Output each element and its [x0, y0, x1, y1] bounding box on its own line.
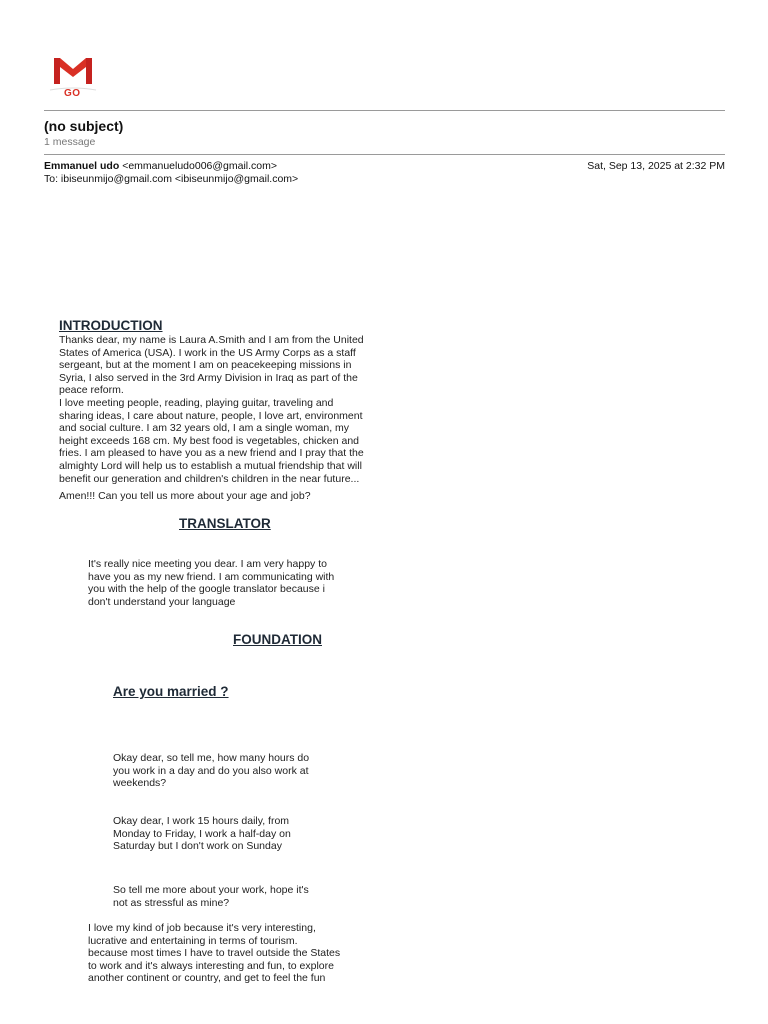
- email-subject: (no subject): [44, 118, 124, 134]
- hours-answer: Okay dear, I work 15 hours daily, from Monday to Friday, I work a half-day on Saturday but I don't work on Sunday: [113, 815, 291, 853]
- sent-date: Sat, Sep 13, 2025 at 2:32 PM: [587, 160, 725, 172]
- sender-email: <emmanueludo006@gmail.com>: [122, 160, 278, 172]
- translator-heading: TRANSLATOR: [179, 516, 271, 531]
- introduction-heading: INTRODUCTION: [59, 318, 163, 333]
- recipient-line: To: ibiseunmijo@gmail.com <ibiseunmijo@gmail.com>: [44, 173, 299, 185]
- sender-name: Emmanuel udo: [44, 160, 120, 172]
- work-question: So tell me more about your work, hope it's not as stressful as mine?: [113, 884, 309, 909]
- logo-text: GO: [64, 88, 81, 99]
- work-answer: I love my kind of job because it's very interesting, lucrative and entertaining in terms of tourism. because most times I have to travel outside the States to work and it's always interesting and fun, to explore another continent or country, and get to feel the fun: [88, 922, 341, 985]
- introduction-text: Thanks dear, my name is Laura A.Smith and I am from the United States of America (USA). I work in the US Army Corps as a staff sergeant, but at the moment I am on peacekeeping missions in Syria, I also served in the 3rd Army Division in Iraq as part of the peace reform. I love meeting people, reading, playing guitar, traveling and sharing ideas, I care about nature, people, I love art, environment and social culture. I am 32 years old, I am a single woman, my height exceeds 168 cm. My best food is vegetables, chicken and fries. I am pleased to have you as a new friend and I pray that the almighty Lord will help us to establish a mutual friendship that will benefit our generation and children's children in the near future...: [59, 334, 364, 485]
- married-heading: Are you married ?: [113, 684, 229, 699]
- sender-line: [44, 160, 277, 172]
- message-count: 1 message: [44, 136, 96, 148]
- introduction-question: Amen!!! Can you tell us more about your age and job?: [59, 490, 311, 502]
- subject-divider: [44, 154, 725, 155]
- header-divider: [44, 110, 725, 111]
- gmail-logo: [46, 50, 100, 102]
- hours-question: Okay dear, so tell me, how many hours do you work in a day and do you also work at weekends?: [113, 752, 310, 790]
- translator-text: It's really nice meeting you dear. I am very happy to have you as my new friend. I am communicating with you with the help of the google translator because i don't understand your language: [88, 558, 335, 608]
- foundation-heading: FOUNDATION: [233, 632, 322, 647]
